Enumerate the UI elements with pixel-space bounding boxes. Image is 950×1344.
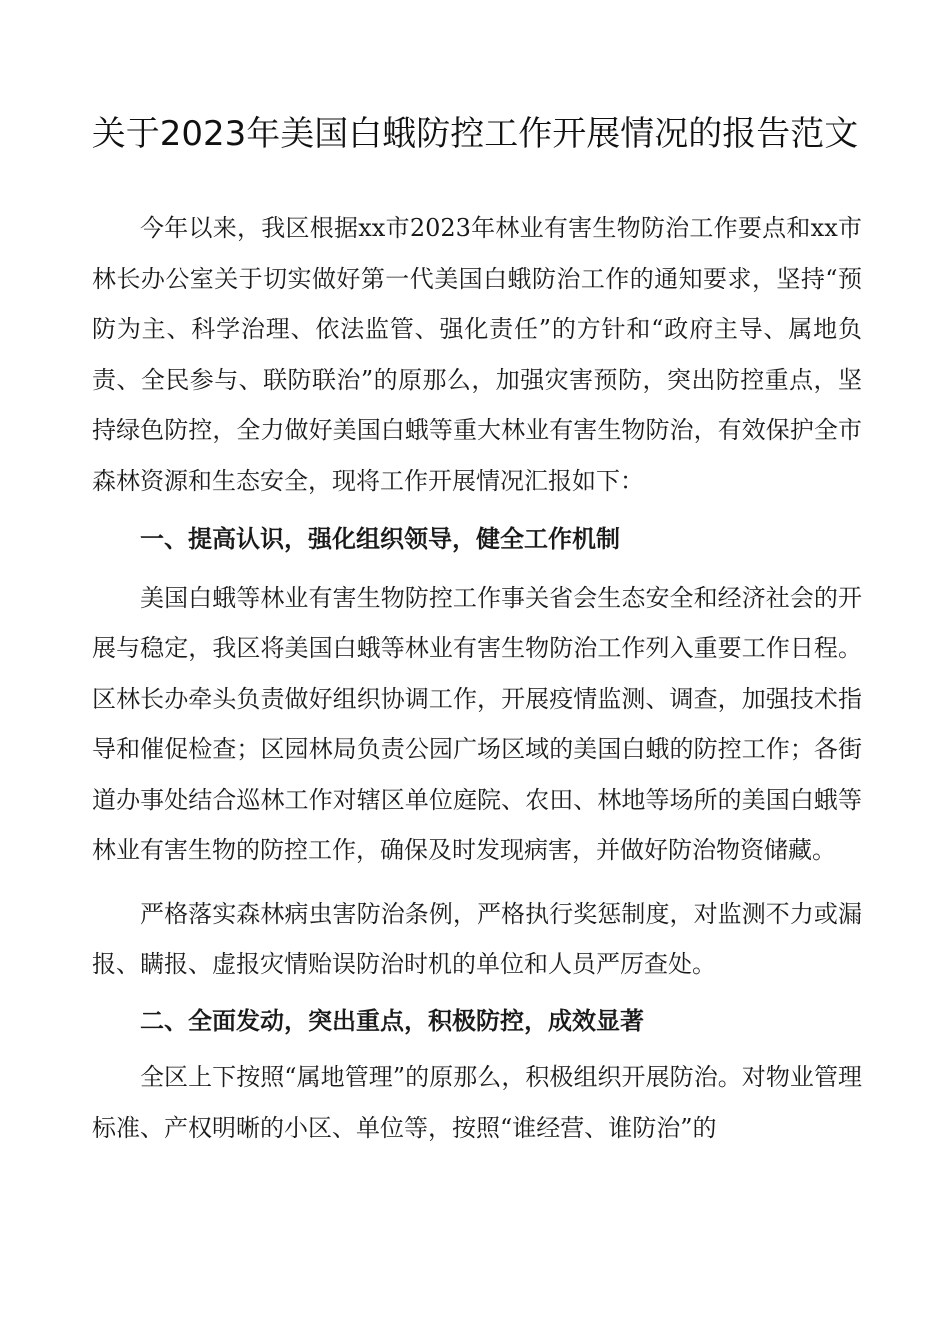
section-heading-1: 一、提高认识，强化组织领导，健全工作机制: [140, 525, 620, 553]
document-body: [92, 203, 862, 1153]
section-1-paragraph-2: 严格落实森林病虫害防治条例，严格执行奖惩制度，对监测不力或漏报、瞒报、虚报灾情贻误防治时机的单位和人员严厉查处。: [92, 899, 862, 978]
section-heading-2: 二、全面发动，突出重点，积极防控，成效显著: [140, 1006, 644, 1035]
section-2-paragraph-1: 全区上下按照“属地管理”的原那么，积极组织开展防治。对物业管理标准、产权明晰的小区、单位等，按照“谁经营、谁防治”的: [92, 1063, 862, 1142]
intro-paragraph: 今年以来，我区根据xx市2023年林业有害生物防治工作要点和xx市林长办公室关于切实做好第一代美国白蛾防治工作的通知要求，坚持“预防为主、科学治理、依法监管、强化责任”的方针和“政府主导、属地负责、全民参与、联防联治”的原那么，加强灾害预防，突出防控重点，坚持绿色防控，全力做好美国白蛾等重大林业有害生物防治，有效保护全市森林资源和生态安全，现将工作开展情况汇报如下：: [92, 214, 862, 495]
document-title: 关于2023年美国白蛾防控工作开展情况的报告范文: [91, 114, 859, 154]
section-1-paragraph-1: 美国白蛾等林业有害生物防控工作事关省会生态安全和经济社会的开展与稳定，我区将美国白蛾等林业有害生物防治工作列入重要工作日程。区林长办牵头负责做好组织协调工作，开展疫情监测、调查，加强技术指导和催促检查；区园林局负责公园广场区域的美国白蛾的防控工作；各街道办事处结合巡林工作对辖区单位庭院、农田、林地等场所的美国白蛾等林业有害生物的防控工作，确保及时发现病害，并做好防治物资储藏。: [92, 583, 862, 864]
